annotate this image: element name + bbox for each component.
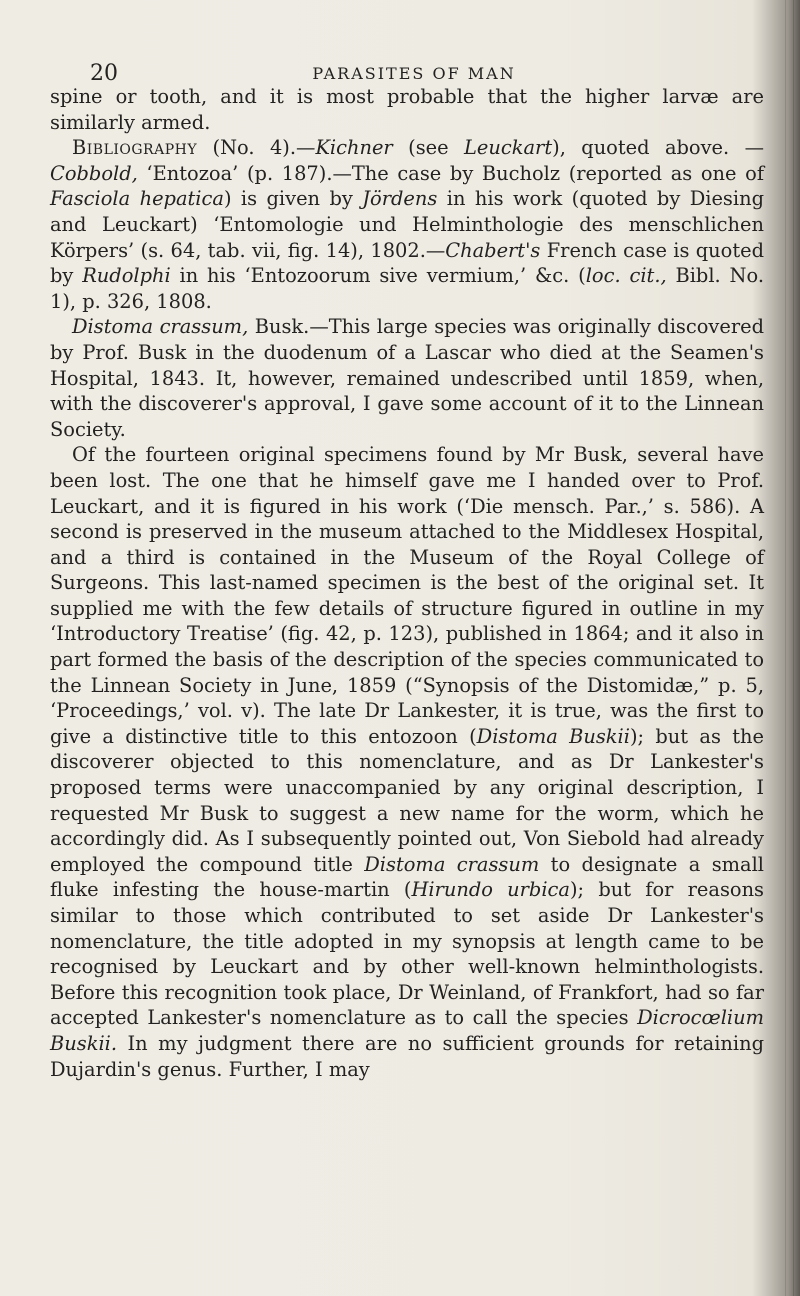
text-run: ); but for reasons similar to those which contributed to set aside Dr Lankester's nomenclature, the title adopted in my synopsis at length came to be recognised by Leuckart and by other well-known helminthologists. Before this recognition took place, Dr Weinland, of Frankfort, had so far accepted Lankester's nomenclature as to call the species <box>50 878 765 1030</box>
paragraph <box>50 442 764 1082</box>
text-run: ) is given by <box>223 187 363 211</box>
italic-text: Fasciola hepatica <box>50 187 224 211</box>
italic-text: Kichner <box>315 136 393 160</box>
text-run: Bibl. No. 1), p. 326, 1808. <box>50 264 765 313</box>
page-number: 20 <box>90 61 118 86</box>
italic-text: Chabert's <box>445 238 541 262</box>
text-run: French case is quoted by <box>50 238 764 288</box>
italic-text: Cobbold, <box>50 161 138 185</box>
text-run: ‘Entozoa’ (p. 187).—The case by Bucholz (reported as one of <box>137 161 764 185</box>
text-run: (No. 4).— <box>197 136 316 160</box>
italic-text: Leuckart <box>464 136 553 160</box>
italic-text: loc. cit., <box>585 264 667 288</box>
text-run: Of the fourteen original specimens found by Mr Busk, several have been lost. The one that he himself gave me I handed over to Prof. Leuckart, and it is figured in his work (‘Die mensch. Par.,’ s. 586). A second is preserved in the museum attached to the Middlesex Hospital, and a third is contained in the Museum of the Royal College of Surgeons. This last-named specimen is the best of the original set. It supplied me with the few details of structure figured in outline in my ‘Introductory Treatise’ (fig. 42, p. 123), published in 1864; and it also in part formed the basis of the description of the species communicated to the Linnean Society in June, 1859 (“Synopsis of the Distomidæ,” p. 5, ‘Proceedings,’ vol. v). The late Dr Lankester, it is true, was the first to give a distinctive title to this entozoon ( <box>50 443 764 748</box>
page-edge-shadow <box>785 0 786 1296</box>
text-run: ), quoted above. — <box>552 136 765 160</box>
paragraph <box>50 135 764 314</box>
italic-text: Distoma Buskii <box>476 724 630 748</box>
text-run: in his ‘Entozoorum sive vermium,’ &c. ( <box>170 264 586 288</box>
italic-text: Dicrocœlium Buskii. <box>50 1006 764 1055</box>
text-run: spine or tooth, and it is most probable that the higher larvæ are similarly armed. <box>50 85 764 134</box>
italic-text: Jördens <box>362 187 438 211</box>
italic-text: Distoma crassum, <box>72 315 249 339</box>
page-edge-shadow <box>793 0 794 1296</box>
running-title: PARASITES OF MAN <box>312 64 516 83</box>
body-text <box>50 84 764 1082</box>
paragraph <box>50 84 764 135</box>
text-run: in his work (quoted by Diesing and Leuckart) ‘Entomologie und Helminthologie des menschlichen Körpers’ (s. 64, tab. vii, fig. 14), 1802.— <box>50 187 764 262</box>
text-run: ); but as the discoverer objected to this nomenclature, and as Dr Lankester's proposed terms were unaccompanied by any original description, I requested Mr Busk to suggest a new name for the worm, which he accordingly did. As I subsequently pointed out, Von Siebold had already employed the compound title <box>50 724 764 876</box>
text-run: In my judgment there are no sufficient grounds for retaining Dujardin's genus. Further, I may <box>50 1031 764 1081</box>
small-caps-text: Bibliography <box>72 136 198 160</box>
paragraph <box>50 314 764 442</box>
text-run: Busk.—This large species was originally discovered by Prof. Busk in the duodenum of a Lascar who died at the Seamen's Hospital, 1843. It, however, remained undescribed until 1859, when, with the discoverer's approval, I gave some account of it to the Linnean Society. <box>50 315 764 441</box>
italic-text: Hirundo urbica <box>411 878 570 902</box>
text-run: (see <box>392 136 465 160</box>
italic-text: Rudolphi <box>82 264 171 288</box>
italic-text: Distoma crassum <box>364 852 540 876</box>
text-run: to designate a small fluke infesting the house-martin ( <box>50 852 765 902</box>
